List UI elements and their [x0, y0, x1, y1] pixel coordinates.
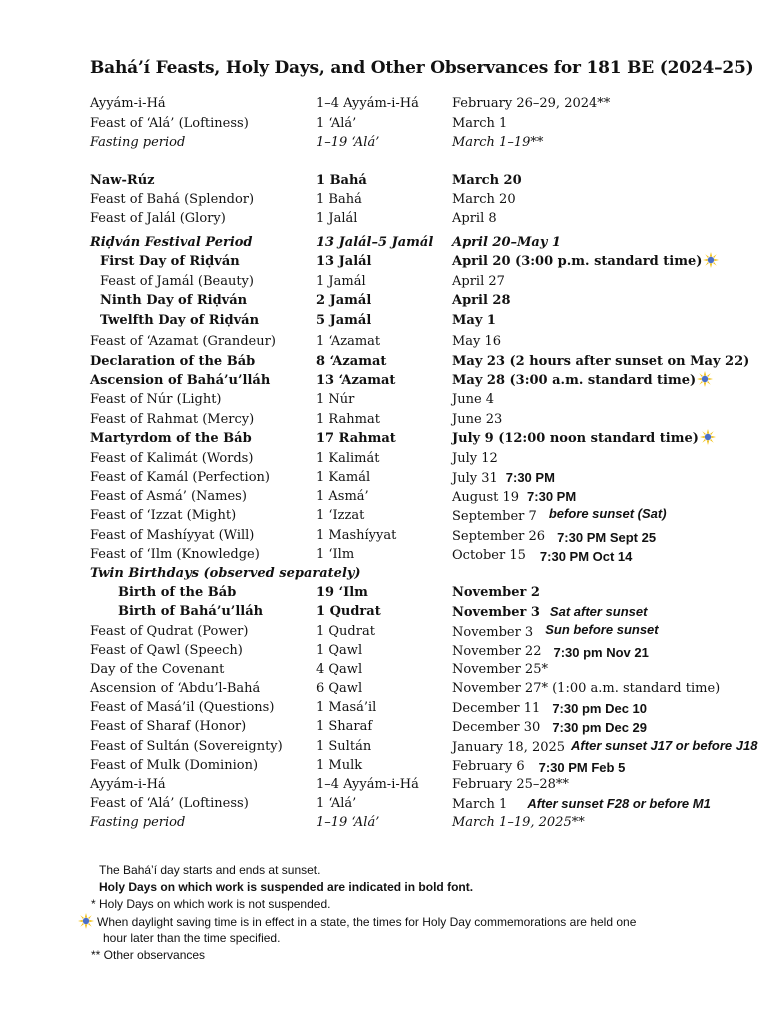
- observance-name: Feast of Kamál (Perfection): [90, 470, 270, 485]
- observance-name: Feast of Kalimát (Words): [90, 451, 254, 466]
- table-row: [0, 679, 768, 698]
- badi-date: 1 Asmá’: [316, 489, 369, 504]
- gregorian-date-text: October 15: [452, 548, 526, 563]
- observance-name: First Day of Riḍván: [100, 254, 240, 269]
- badi-date: 1 ‘Izzat: [316, 508, 365, 523]
- gregorian-date-text: July 31: [452, 471, 498, 486]
- handwritten-note: 7:30 pm Dec 10: [552, 701, 647, 716]
- badi-date: 13 Jalál: [316, 254, 372, 269]
- handwritten-note: 7:30 PM Oct 14: [539, 549, 633, 564]
- gregorian-date: May 16: [452, 334, 502, 349]
- badi-date: 5 Jamál: [316, 313, 372, 328]
- observance-name: Declaration of the Báb: [90, 354, 256, 369]
- gregorian-date-text: December 30: [452, 720, 541, 735]
- handwritten-note: 7:30 PM Feb 5: [538, 760, 626, 775]
- badi-date: 1 Sultán: [316, 739, 372, 754]
- handwritten-note: before sunset (Sat): [548, 506, 667, 521]
- gregorian-date: [452, 737, 757, 757]
- gregorian-date: [452, 429, 716, 448]
- table-row: [0, 94, 768, 113]
- table-row: [0, 775, 768, 794]
- sun-icon: [700, 429, 716, 445]
- table-row: [0, 352, 768, 371]
- table-row: [0, 449, 768, 468]
- table-row: [0, 429, 768, 448]
- gregorian-date: May 23 (2 hours after sunset on May 22): [452, 354, 750, 369]
- observance-name: Feast of Jamál (Beauty): [100, 274, 254, 289]
- observance-name: Feast of ‘Alá’ (Loftiness): [90, 796, 249, 811]
- badi-date: 1 Masá’il: [316, 700, 377, 715]
- table-row: [0, 390, 768, 409]
- badi-date: 1 ‘Azamat: [316, 334, 381, 349]
- gregorian-date-text: November 3: [452, 605, 540, 620]
- badi-date: 1 Qudrat: [316, 604, 381, 619]
- gregorian-date-text: August 19: [452, 490, 520, 505]
- badi-date: 1 Jalál: [316, 211, 358, 226]
- observance-name: Fasting period: [90, 135, 186, 150]
- footnote-holy-days-bold: Holy Days on which work is suspended are indicated in bold font.: [99, 880, 474, 894]
- table-row: [0, 583, 768, 602]
- observance-name: Twin Birthdays (observed separately): [90, 566, 361, 581]
- gregorian-date: March 20: [452, 192, 516, 207]
- badi-date: 1–19 ‘Alá’: [316, 135, 380, 150]
- badi-date: 4 Qawl: [316, 662, 363, 677]
- table-row: [0, 660, 768, 679]
- badi-date: 1 Kamál: [316, 470, 371, 485]
- observance-name: Feast of Qawl (Speech): [90, 643, 243, 658]
- gregorian-date-text: January 18, 2025: [452, 740, 566, 755]
- observance-name: Feast of Mashíyyat (Will): [90, 528, 255, 543]
- badi-date: 13 ‘Azamat: [316, 373, 396, 388]
- gregorian-date: June 23: [452, 412, 503, 427]
- badi-date: 1 ‘Ilm: [316, 547, 355, 562]
- gregorian-date: February 26–29, 2024**: [452, 96, 611, 111]
- footnote-dst-line1: When daylight saving time is in effect in a state, the times for Holy Day commemorations are held one: [97, 915, 637, 929]
- observance-name: Feast of Rahmat (Mercy): [90, 412, 255, 427]
- badi-date: 19 ‘Ilm: [316, 585, 368, 600]
- gregorian-date: March 20: [452, 173, 522, 188]
- handwritten-note: 7:30 PM Sept 25: [557, 530, 657, 545]
- gregorian-date: [452, 717, 647, 737]
- gregorian-date: [452, 698, 647, 718]
- observance-name: Naw-Rúz: [90, 173, 155, 188]
- table-row: [0, 190, 768, 209]
- badi-date: 1–4 Ayyám-i-Há: [316, 96, 419, 111]
- observance-name: Feast of Asmá’ (Names): [90, 489, 247, 504]
- gregorian-date: [452, 371, 713, 390]
- observance-name: Feast of Sultán (Sovereignty): [90, 739, 283, 754]
- handwritten-note: 7:30 PM: [527, 489, 577, 504]
- table-row: [0, 737, 768, 756]
- table-row: [0, 311, 768, 330]
- handwritten-note: 7:30 pm Nov 21: [553, 645, 649, 660]
- table-row: [0, 794, 768, 813]
- badi-date: 1 Qudrat: [316, 624, 375, 639]
- observance-name: Ayyám-i-Há: [90, 777, 166, 792]
- observance-name: Feast of Sharaf (Honor): [90, 719, 247, 734]
- table-row: [0, 526, 768, 545]
- observance-name: Twelfth Day of Riḍván: [100, 313, 260, 328]
- gregorian-date-text: May 28 (3:00 a.m. standard time): [452, 373, 697, 388]
- sun-icon: [703, 252, 719, 268]
- gregorian-date: November 2: [452, 585, 540, 600]
- observance-name: Feast of Núr (Light): [90, 392, 222, 407]
- table-row: [0, 371, 768, 390]
- gregorian-date: June 4: [452, 392, 495, 407]
- observance-name: Feast of Qudrat (Power): [90, 624, 249, 639]
- handwritten-note: After sunset J17 or before J18: [571, 738, 758, 753]
- badi-date: 1 Bahá: [316, 192, 362, 207]
- table-row: [0, 133, 768, 152]
- observance-name: Feast of Bahá (Splendor): [90, 192, 255, 207]
- badi-date: 1 ‘Alá’: [316, 796, 357, 811]
- table-row: [0, 332, 768, 351]
- badi-date: 1 Qawl: [316, 643, 363, 658]
- badi-date: 1 Kalimát: [316, 451, 380, 466]
- observance-name: Ascension of Bahá’u’lláh: [90, 373, 271, 388]
- badi-date: 1 ‘Alá’: [316, 116, 357, 131]
- gregorian-date: March 1–19, 2025**: [452, 815, 585, 830]
- table-row: [0, 698, 768, 717]
- gregorian-date-text: December 11: [452, 701, 541, 716]
- footnote-other: ** Other observances: [91, 948, 206, 962]
- gregorian-date: March 1–19**: [452, 135, 544, 150]
- gregorian-date: [452, 622, 659, 642]
- table-row: [0, 564, 768, 583]
- gregorian-date: [452, 641, 649, 661]
- gregorian-date: April 28: [452, 293, 511, 308]
- table-row: [0, 252, 768, 271]
- table-row: [0, 545, 768, 564]
- gregorian-date: July 12: [452, 451, 498, 466]
- badi-date: 1 Mashíyyat: [316, 528, 397, 543]
- gregorian-date: [452, 506, 667, 526]
- table-row: [0, 410, 768, 429]
- observance-name: Feast of Masá’il (Questions): [90, 700, 275, 715]
- gregorian-date: [452, 526, 656, 546]
- gregorian-date: [452, 794, 711, 814]
- gregorian-date: [452, 756, 625, 776]
- observance-name: Birth of Bahá’u’lláh: [118, 604, 264, 619]
- gregorian-date: [452, 545, 632, 565]
- handwritten-note: 7:30 PM: [505, 470, 555, 485]
- gregorian-date: [452, 468, 555, 488]
- gregorian-date: February 25–28**: [452, 777, 569, 792]
- table-row: [0, 209, 768, 228]
- table-row: [0, 233, 768, 252]
- badi-date: 8 ‘Azamat: [316, 354, 387, 369]
- gregorian-date-text: November 22: [452, 644, 542, 659]
- observance-name: Feast of Jalál (Glory): [90, 211, 226, 226]
- observance-name: Ascension of ‘Abdu’l-Bahá: [90, 681, 261, 696]
- table-row: [0, 641, 768, 660]
- observance-name: Fasting period: [90, 815, 186, 830]
- gregorian-date: November 27* (1:00 a.m. standard time): [452, 681, 721, 696]
- table-row: [0, 813, 768, 832]
- gregorian-date-text: March 1: [452, 797, 508, 812]
- footnote-dst: [78, 913, 636, 931]
- observance-name: Feast of Mulk (Dominion): [90, 758, 259, 773]
- handwritten-note: Sun before sunset: [545, 622, 659, 637]
- gregorian-date: [452, 602, 647, 622]
- handwritten-note: Sat after sunset: [549, 604, 648, 619]
- observance-name: Feast of ‘Alá’ (Loftiness): [90, 116, 249, 131]
- footnote-day-start: The Bahá’í day starts and ends at sunset.: [99, 863, 321, 877]
- footnote-dst-line2: hour later than the time specified.: [103, 931, 281, 945]
- gregorian-date: April 8: [452, 211, 497, 226]
- badi-date: 17 Rahmat: [316, 431, 396, 446]
- badi-date: 1 Núr: [316, 392, 355, 407]
- table-row: [0, 272, 768, 291]
- table-row: [0, 506, 768, 525]
- gregorian-date: [452, 252, 719, 271]
- table-row: [0, 602, 768, 621]
- gregorian-date: March 1: [452, 116, 508, 131]
- gregorian-date-text: February 6: [452, 759, 525, 774]
- gregorian-date: April 20–May 1: [452, 235, 561, 250]
- gregorian-date-text: July 9 (12:00 noon standard time): [452, 431, 699, 446]
- table-row: [0, 114, 768, 133]
- gregorian-date-text: November 3: [452, 625, 534, 640]
- observance-name: Feast of ‘Ilm (Knowledge): [90, 547, 260, 562]
- badi-date: 1 Rahmat: [316, 412, 380, 427]
- observance-name: Birth of the Báb: [118, 585, 237, 600]
- table-row: [0, 291, 768, 310]
- gregorian-date-text: September 7: [452, 509, 537, 524]
- gregorian-date: May 1: [452, 313, 496, 328]
- badi-date: 1–4 Ayyám-i-Há: [316, 777, 419, 792]
- badi-date: 1–19 ‘Alá’: [316, 815, 380, 830]
- observance-name: Riḍván Festival Period: [90, 235, 253, 250]
- badi-date: 1 Jamál: [316, 274, 366, 289]
- handwritten-note: After sunset F28 or before M1: [527, 796, 711, 811]
- table-row: [0, 756, 768, 775]
- sun-icon: [78, 913, 94, 929]
- observance-name: Ayyám-i-Há: [90, 96, 166, 111]
- table-row: [0, 468, 768, 487]
- badi-date: 6 Qawl: [316, 681, 363, 696]
- page-title: Bahá’í Feasts, Holy Days, and Other Observances for 181 BE (2024–25): [90, 58, 754, 78]
- table-row: [0, 717, 768, 736]
- footnote-not-suspended: * Holy Days on which work is not suspended.: [91, 897, 331, 911]
- handwritten-note: 7:30 pm Dec 29: [552, 720, 647, 735]
- observance-name: Ninth Day of Riḍván: [100, 293, 248, 308]
- observance-name: Martyrdom of the Báb: [90, 431, 252, 446]
- gregorian-date-text: September 26: [452, 529, 546, 544]
- badi-date: 2 Jamál: [316, 293, 372, 308]
- badi-date: 1 Sharaf: [316, 719, 373, 734]
- badi-date: 13 Jalál–5 Jamál: [316, 235, 434, 250]
- badi-date: 1 Mulk: [316, 758, 363, 773]
- observance-name: Feast of ‘Izzat (Might): [90, 508, 237, 523]
- gregorian-date: April 27: [452, 274, 505, 289]
- table-row: [0, 171, 768, 190]
- table-row: [0, 622, 768, 641]
- gregorian-date: November 25*: [452, 662, 548, 677]
- observance-name: Feast of ‘Azamat (Grandeur): [90, 334, 276, 349]
- sun-icon: [697, 371, 713, 387]
- observance-name: Day of the Covenant: [90, 662, 225, 677]
- badi-date: 1 Bahá: [316, 173, 367, 188]
- gregorian-date-text: April 20 (3:00 p.m. standard time): [452, 254, 703, 269]
